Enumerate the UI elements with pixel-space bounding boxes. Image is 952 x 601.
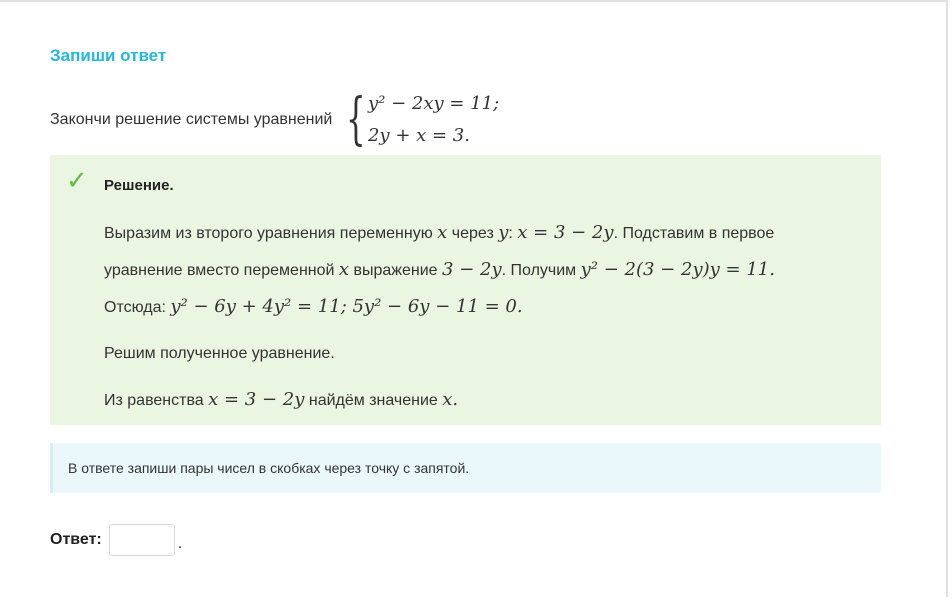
math: y² − 2(3 − 2y)y = 11. bbox=[580, 259, 775, 280]
text: . Подставим в первое bbox=[613, 225, 775, 242]
text: Из равенства bbox=[104, 392, 209, 409]
text: Выразим из второго уравнения переменную bbox=[104, 225, 438, 242]
text: через bbox=[447, 225, 499, 242]
solution-line-5 bbox=[104, 382, 874, 419]
answer-suffix: . bbox=[177, 535, 183, 552]
solution-line-1 bbox=[104, 215, 874, 252]
math: x = 3 − 2y bbox=[208, 389, 305, 410]
math: y bbox=[498, 222, 509, 243]
text: выражение bbox=[349, 262, 443, 279]
math: x. bbox=[442, 389, 459, 410]
check-icon: ✓ bbox=[66, 165, 88, 195]
text: Отсюда: bbox=[104, 299, 171, 316]
math: x = 3 − 2y bbox=[517, 222, 614, 243]
solution-line-2 bbox=[104, 252, 874, 289]
hint-box bbox=[50, 443, 881, 493]
math: 3 − 2y bbox=[442, 259, 502, 280]
task-text: Закончи решение системы уравнений bbox=[50, 111, 333, 128]
math: x bbox=[437, 222, 448, 243]
task-statement bbox=[50, 88, 499, 152]
equation-1: y² − 2xy = 11; bbox=[367, 93, 500, 114]
solution-line-3 bbox=[104, 289, 874, 326]
equation-system bbox=[338, 88, 499, 152]
solution-body bbox=[104, 215, 874, 419]
answer-row bbox=[50, 524, 182, 556]
solution-heading: Решение. bbox=[104, 177, 174, 194]
equation-2: 2y + x = 3. bbox=[367, 125, 470, 146]
solution-panel bbox=[50, 155, 881, 425]
section-title: Запиши ответ bbox=[50, 46, 167, 65]
text: уравнение вместо переменной bbox=[104, 262, 339, 279]
answer-input[interactable] bbox=[109, 524, 175, 556]
solution-line-4: Решим полученное уравнение. bbox=[104, 345, 335, 362]
math: y² − 6y + 4y² = 11; 5y² − 6y − 11 = 0. bbox=[170, 296, 523, 317]
system-brace: { bbox=[346, 87, 366, 152]
answer-label: Ответ: bbox=[50, 531, 102, 548]
text: найдём значение bbox=[304, 392, 443, 409]
text: . Получим bbox=[501, 262, 581, 279]
text: : bbox=[508, 225, 518, 242]
math: x bbox=[338, 259, 350, 280]
hint-text: В ответе запиши пары чисел в скобках через точку с запятой. bbox=[68, 460, 470, 476]
